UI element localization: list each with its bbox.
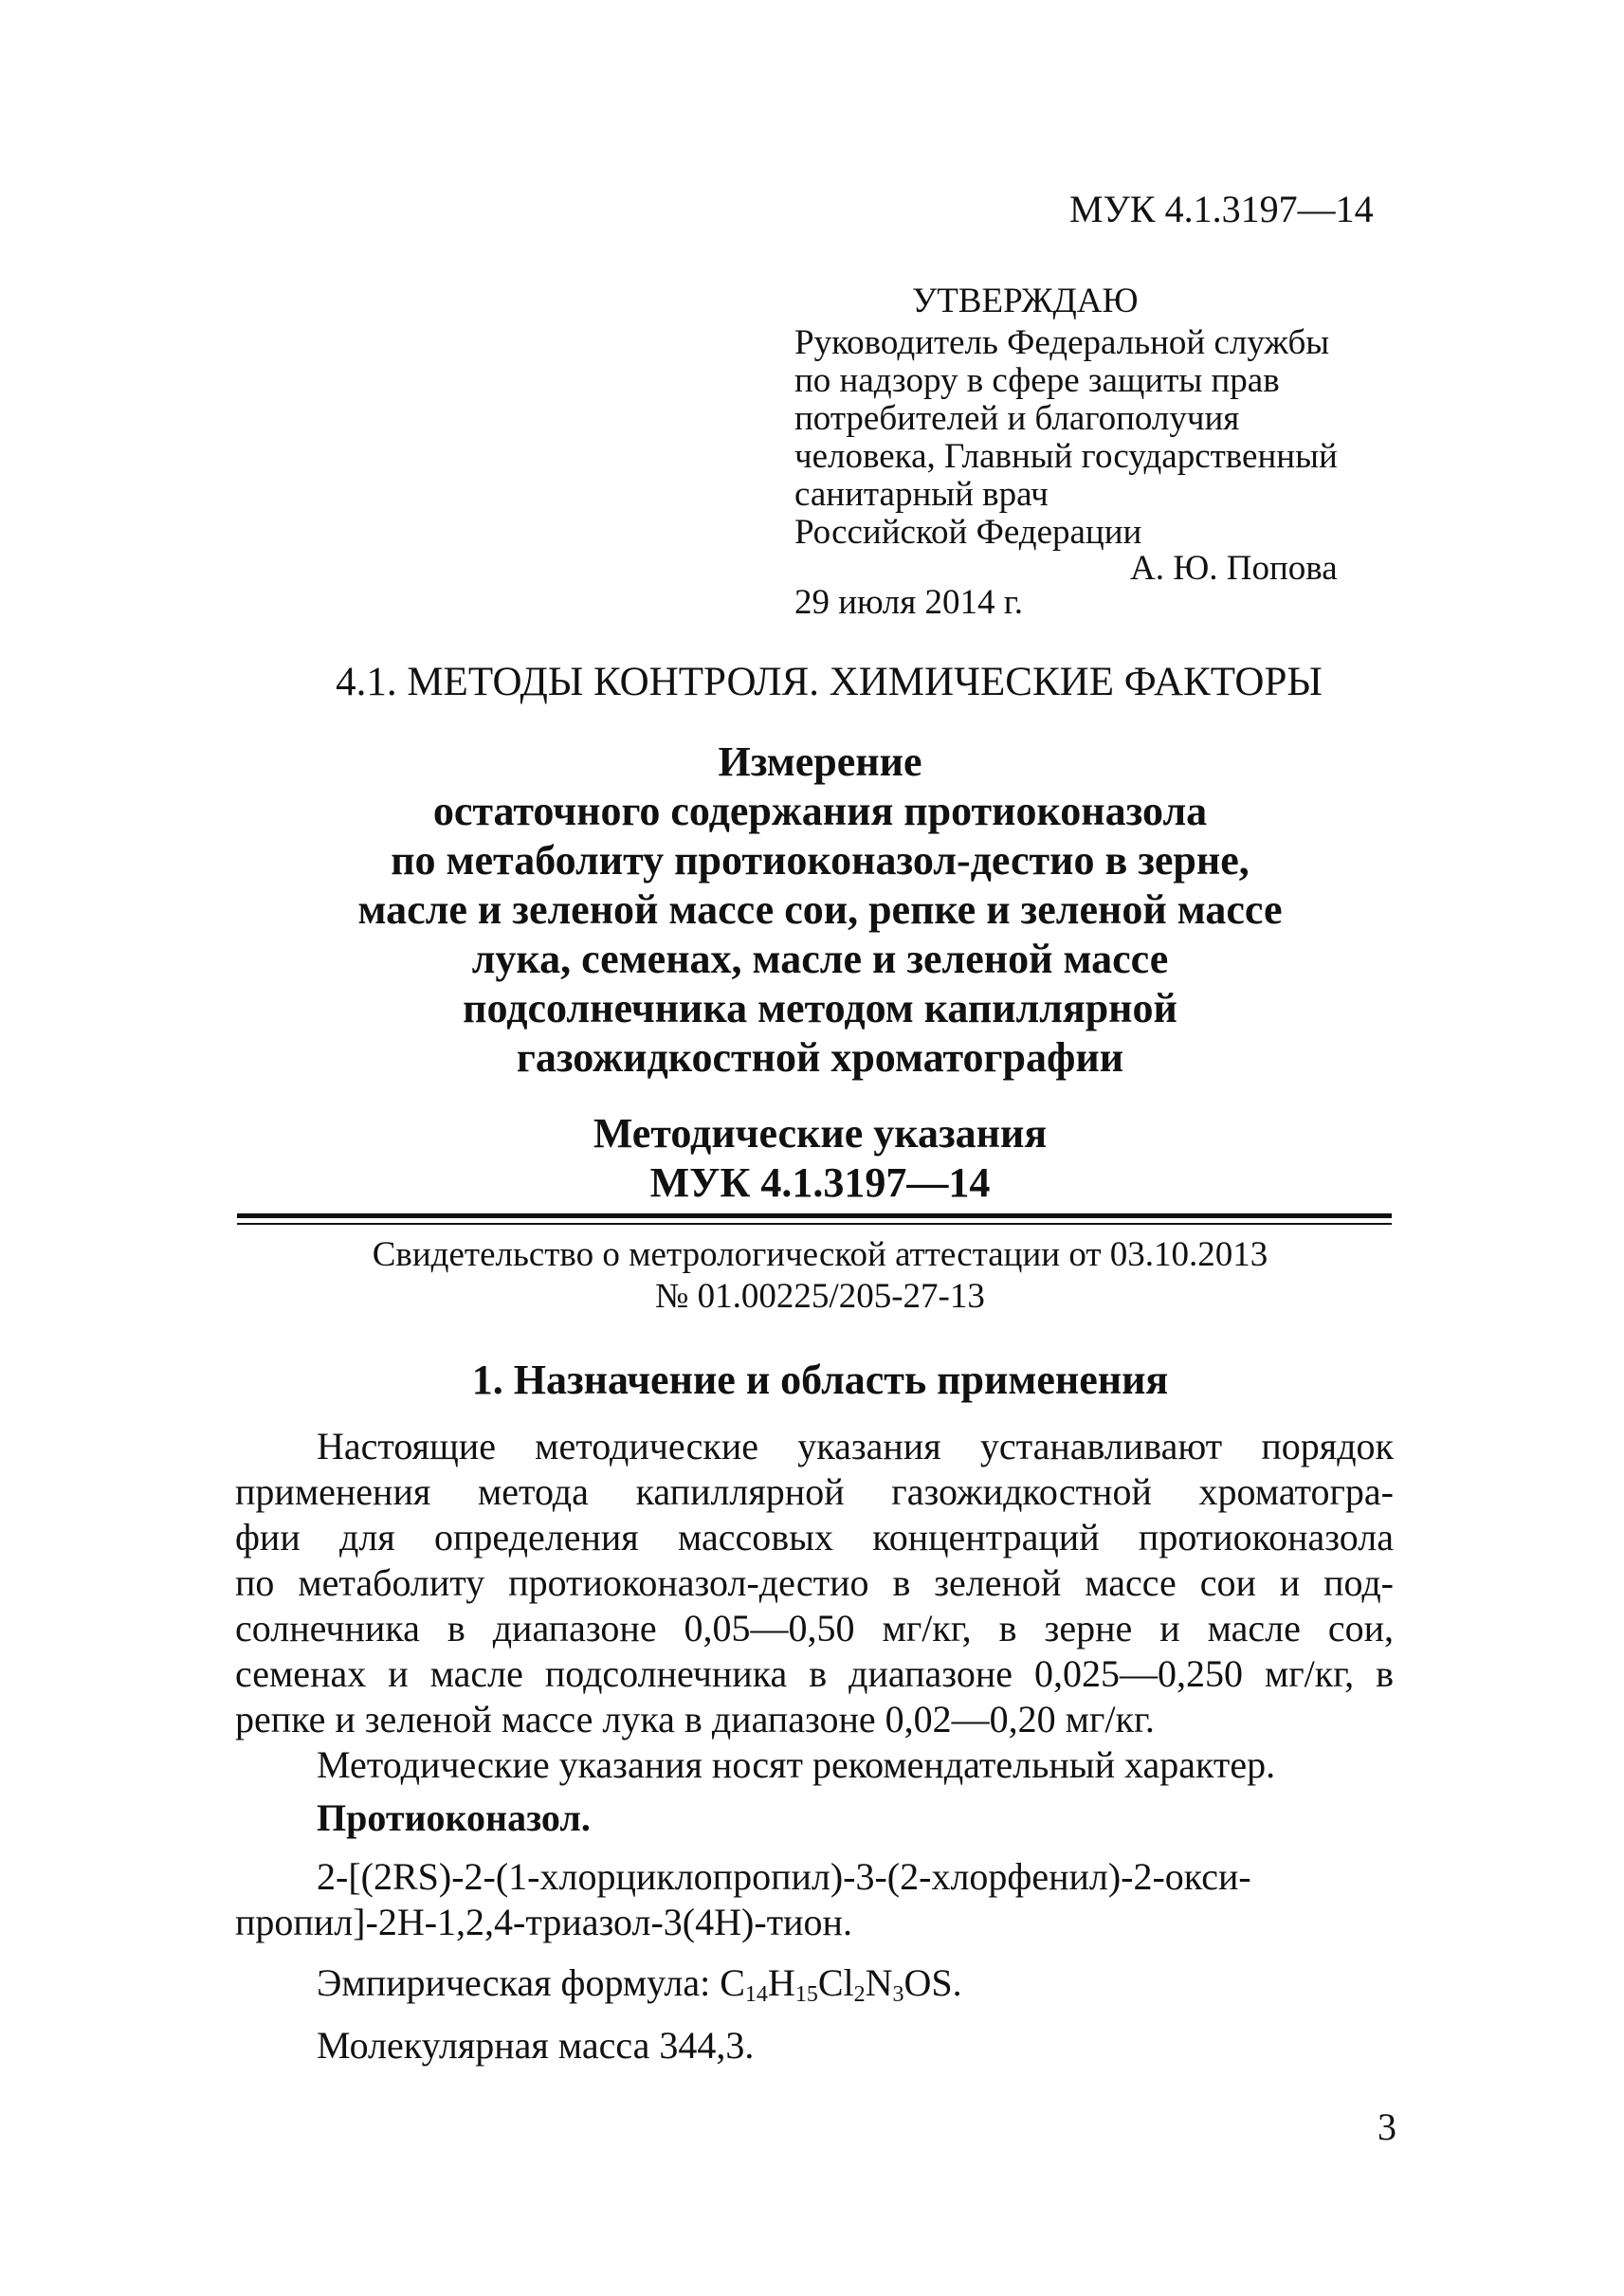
formula-element: C	[720, 1961, 745, 2004]
certificate-line: Свидетельство о метрологической аттестации от 03.10.2013	[372, 1235, 1268, 1274]
paragraph-line: применения метода капиллярной газожидкостной хроматогра-	[235, 1470, 1394, 1513]
approval-line: человека, Главный государственный	[794, 437, 1338, 476]
title-line: подсолнечника методом капиллярной	[463, 985, 1177, 1031]
divider-thin	[237, 1223, 1392, 1225]
substance-heading: Протиоконазол.	[317, 1796, 591, 1839]
empirical-formula	[317, 1960, 962, 2006]
formula-subscript: 2	[853, 1982, 866, 2007]
certificate-block	[237, 1234, 1403, 1318]
formula-element: N	[865, 1961, 893, 2004]
formula-subscript: 14	[744, 1982, 768, 2007]
paragraph-line: семенах и масле подсолнечника в диапазоне 0,025—0,250 мг/кг, в	[235, 1652, 1394, 1695]
page-number: 3	[1378, 2105, 1396, 2148]
document-code-header: МУК 4.1.3197—14	[1069, 188, 1374, 230]
subtitle-line: МУК 4.1.3197—14	[649, 1159, 991, 1206]
section1-title: 1. Назначение и область применения	[471, 1357, 1169, 1403]
title-line: по метаболиту протиоконазол-дестио в зерне,	[391, 837, 1250, 884]
paragraph-2: Методические указания носят рекомендательный характер.	[317, 1743, 1276, 1786]
paragraph-line: Настоящие методические указания устанавливают порядок	[317, 1425, 1394, 1467]
approver-name: А. Ю. Попова	[1130, 549, 1338, 588]
approval-line: потребителей и благополучия	[794, 399, 1240, 438]
paragraph-line: фии для определения массовых концентраций протиоконазола	[235, 1516, 1394, 1558]
title-line: лука, семенах, масле и зеленой массе	[471, 936, 1169, 982]
approval-date: 29 июля 2014 г.	[794, 583, 1024, 622]
document-subtitle	[237, 1109, 1403, 1208]
paragraph-line: по метаболиту протиоконазол-дестио в зеленой массе сои и под-	[235, 1561, 1394, 1604]
formula-element: OS.	[903, 1961, 962, 2004]
formula-element: Cl	[817, 1961, 854, 2004]
certificate-number: № 01.00225/205-27-13	[655, 1277, 985, 1316]
approval-line: Российской Федерации	[794, 513, 1142, 552]
paragraph-line: солнечника в диапазоне 0,05—0,50 мг/кг, в зерне и масле сои,	[235, 1607, 1394, 1649]
formula-label: Эмпирическая формула:	[317, 1961, 721, 2004]
section-header: 4.1. МЕТОДЫ КОНТРОЛЯ. ХИМИЧЕСКИЕ ФАКТОРЫ	[336, 660, 1323, 704]
formula-subscript: 15	[794, 1982, 818, 2007]
title-line: газожидкостной хроматографии	[516, 1034, 1124, 1081]
chemical-name-line: 2-[(2RS)-2-(1-хлорциклопропил)-3-(2-хлорфенил)-2-окси-	[317, 1855, 1251, 1898]
paragraph-line: репке и зеленой массе лука в диапазоне 0,02—0,20 мг/кг.	[235, 1698, 1155, 1740]
divider-thick	[237, 1213, 1392, 1218]
approval-line: Руководитель Федеральной службы	[794, 323, 1330, 362]
approval-line: по надзору в сфере защиты прав	[794, 361, 1280, 400]
formula-subscript: 3	[892, 1982, 904, 2007]
document-title	[237, 738, 1403, 1083]
title-line: масле и зеленой массе сои, репке и зеленой массе	[357, 886, 1283, 933]
title-line: остаточного содержания протиоконазола	[432, 788, 1208, 834]
approval-line: санитарный врач	[794, 475, 1049, 514]
molecular-mass: Молекулярная масса 344,3.	[317, 2024, 755, 2067]
formula-element: H	[767, 1961, 795, 2004]
approval-title: УТВЕРЖДАЮ	[912, 282, 1139, 320]
title-line: Измерение	[718, 738, 922, 785]
chemical-name-line: пропил]-2H-1,2,4-триазол-3(4H)-тион.	[235, 1901, 852, 1943]
subtitle-line: Методические указания	[593, 1110, 1048, 1157]
